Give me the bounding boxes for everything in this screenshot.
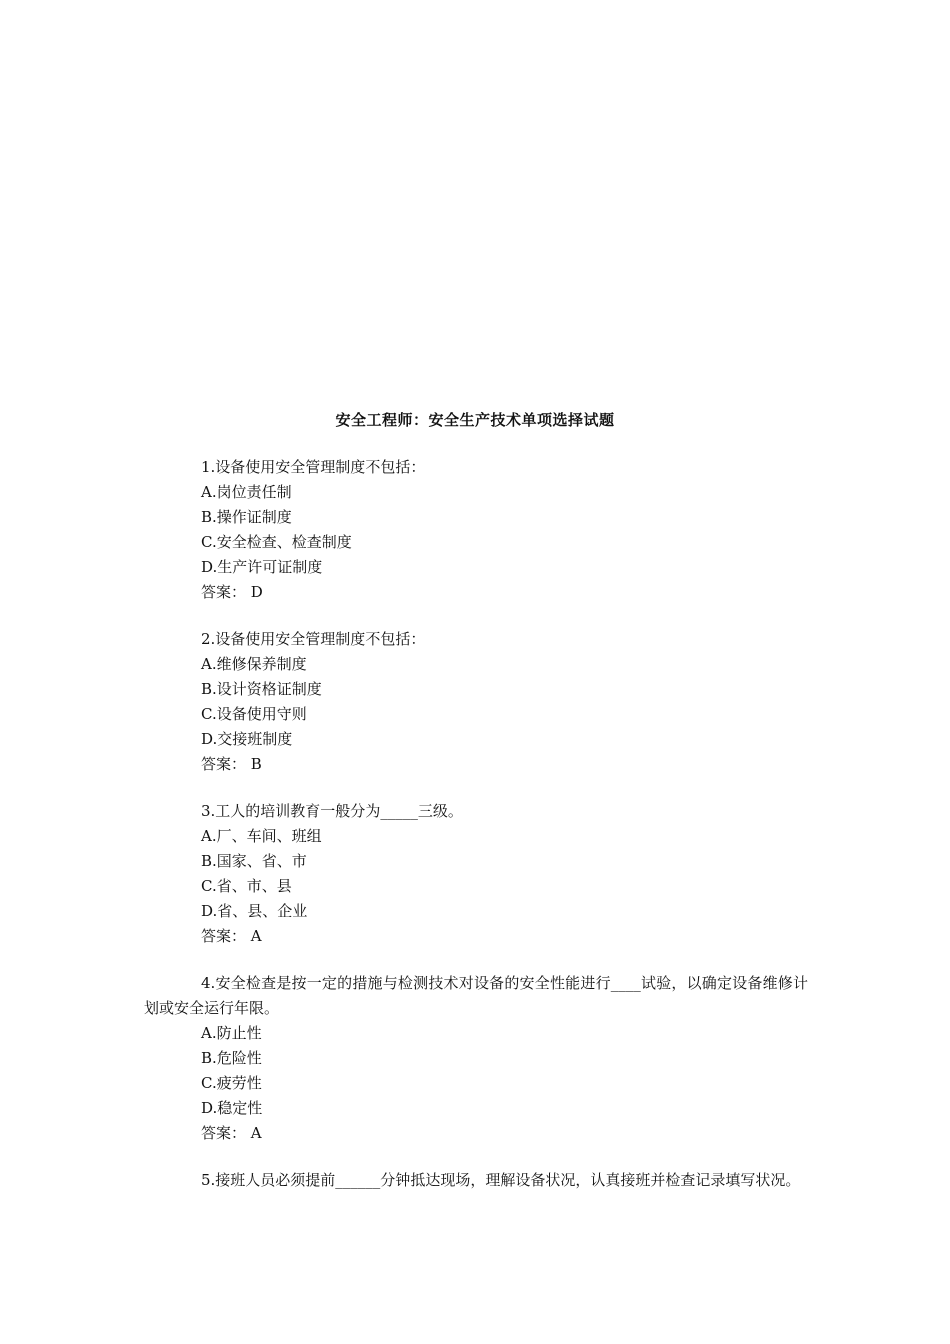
question-stem: 3.工人的培训教育一般分为_____三级。 [201, 802, 463, 820]
question-list [144, 455, 808, 1215]
option-b: B.操作证制度 [201, 508, 292, 526]
answer-line: 答案： A [201, 927, 262, 945]
option-d: D.稳定性 [201, 1099, 263, 1117]
question-1 [144, 455, 808, 605]
option-c: C.省、市、县 [201, 877, 292, 895]
question-3 [144, 799, 808, 949]
option-b: B.危险性 [201, 1049, 262, 1067]
option-d: D.省、县、企业 [201, 902, 308, 920]
document-title: 安全工程师：安全生产技术单项选择试题 [335, 411, 615, 429]
option-a: A.厂、车间、班组 [201, 827, 322, 845]
option-a: A.维修保养制度 [201, 655, 307, 673]
question-stem: 5.接班人员必须提前______分钟抵达现场，理解设备状况，认真接班并检查记录填写状况。 [201, 1171, 801, 1189]
question-stem: 2.设备使用安全管理制度不包括： [201, 630, 426, 648]
option-a: A.防止性 [201, 1024, 262, 1042]
question-stem: 1.设备使用安全管理制度不包括： [201, 458, 426, 476]
option-d: D.生产许可证制度 [201, 558, 323, 576]
question-5 [144, 1168, 808, 1193]
question-4 [144, 971, 808, 1146]
question-2 [144, 627, 808, 777]
answer-line: 答案： D [201, 583, 263, 601]
question-stem: 4.安全检查是按一定的措施与检测技术对设备的安全性能进行____试验，以确定设备维修计划或安全运行年限。 [144, 974, 808, 1017]
option-b: B.国家、省、市 [201, 852, 307, 870]
option-b: B.设计资格证制度 [201, 680, 322, 698]
answer-line: 答案： A [201, 1124, 262, 1142]
option-d: D.交接班制度 [201, 730, 293, 748]
option-c: C.安全检查、检查制度 [201, 533, 352, 551]
option-a: A.岗位责任制 [201, 483, 292, 501]
option-c: C.设备使用守则 [201, 705, 307, 723]
option-c: C.疲劳性 [201, 1074, 262, 1092]
answer-line: 答案： B [201, 755, 262, 773]
